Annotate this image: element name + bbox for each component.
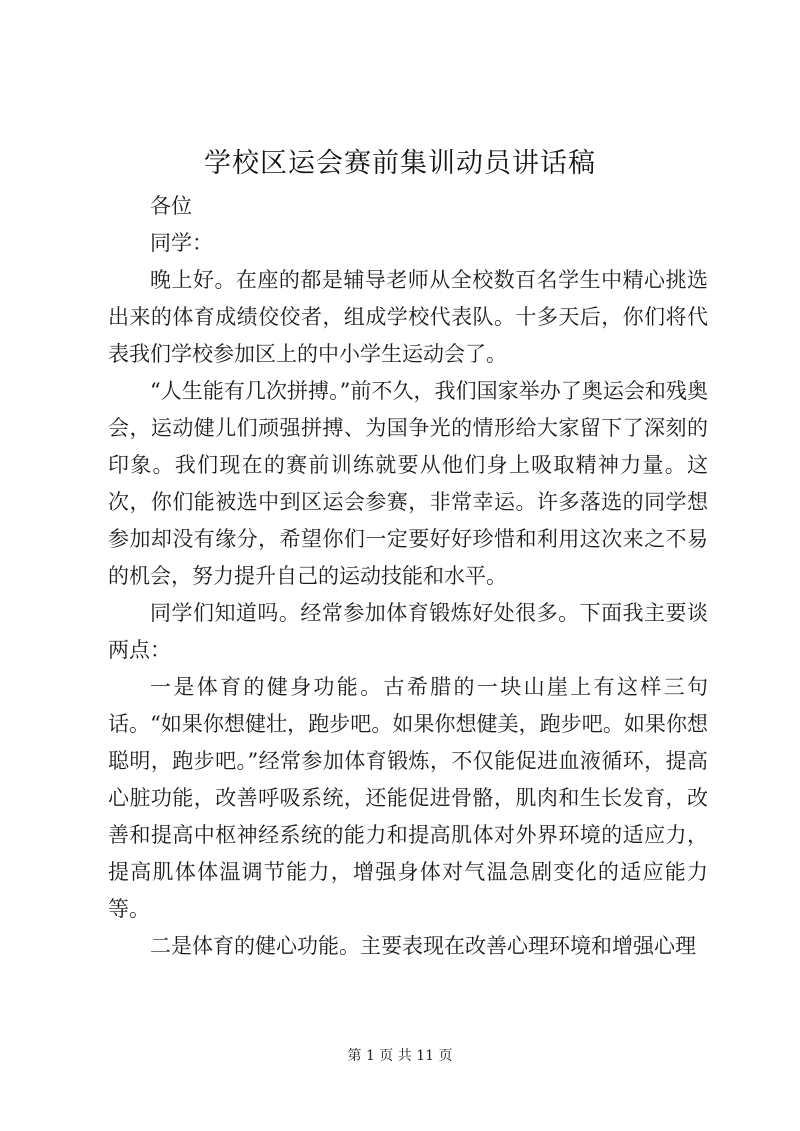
paragraph-2: “人生能有几次拼搏。”前不久，我们国家举办了奥运会和残奥会，运动健儿们顽强拼搏、为国争光的情形给大家留下了深刻的印象。我们现在的赛前训练就要从他们身上吸取精神力量。这次，你们能被选中到区运会参赛，非常幸运。许多落选的同学想参加却没有缘分，希望你们一定要好好珍惜和利用这次来之不易的机会，努力提升自己的运动技能和水平。 [108,379,708,588]
paragraph-5: 二是体育的健心功能。主要表现在改善心理环境和增强心理 [150,934,696,958]
paragraph-1: 晚上好。在座的都是辅导老师从全校数百名学生中精心挑选出来的体育成绩佼佼者，组成学校代表队。十多天后，你们将代表我们学校参加区上的中小学生运动会了。 [108,268,708,366]
paragraph-3: 同学们知道吗。经常参加体育锻炼好处很多。下面我主要谈两点： [108,601,708,662]
paragraph-4: 一是体育的健身功能。古希腊的一块山崖上有这样三句话。“如果你想健壮，跑步吧。如果你想健美，跑步吧。如果你想聪明，跑步吧。”经常参加体育锻炼，不仅能促进血液循环，提高心脏功能，改善呼吸系统，还能促进骨骼，肌肉和生长发育，改善和提高中枢神经系统的能力和提高肌体对外界环境的适应力，提高肌体体温调节能力，增强身体对气温急剧变化的适应能力等。 [108,675,708,921]
page-number-footer: 第 1 页 共 11 页 [347,1048,453,1064]
salutation-line-1: 各位 [150,194,192,218]
document-title: 学校区运会赛前集训动员讲话稿 [204,148,596,179]
salutation-line-2: 同学： [150,231,213,255]
document-body [108,188,708,965]
